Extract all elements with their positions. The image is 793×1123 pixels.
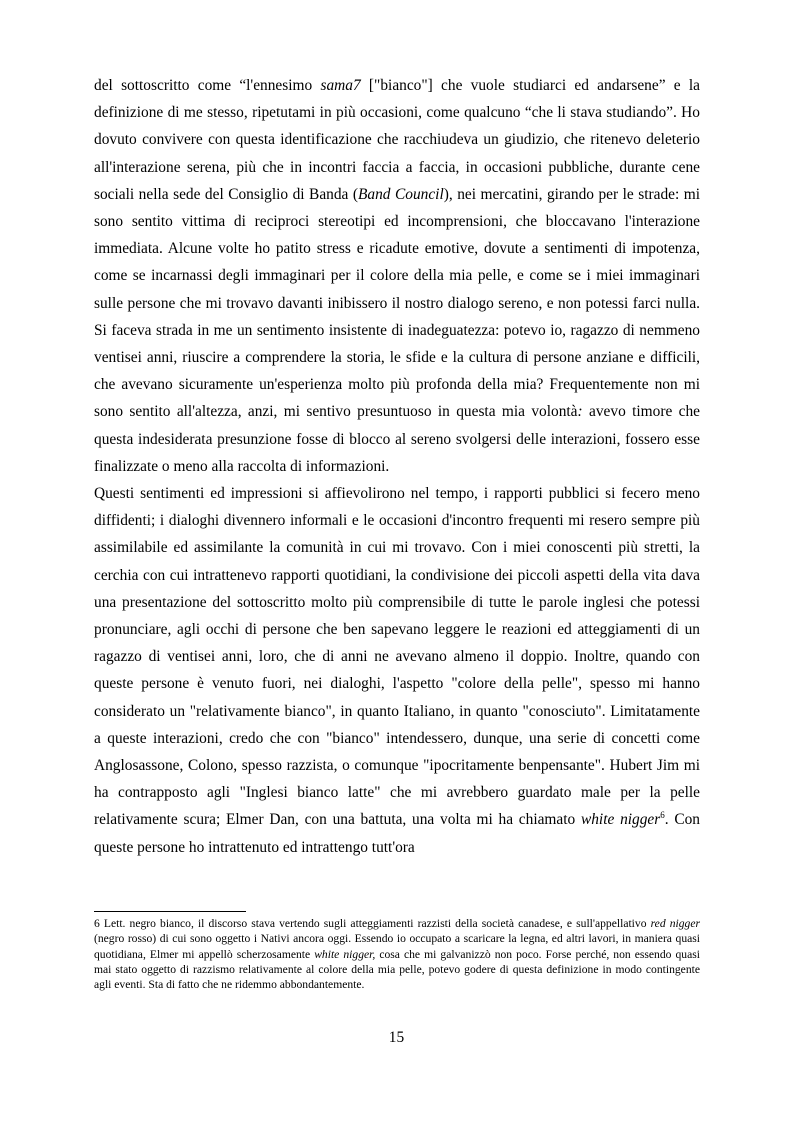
footnote-text: 6 Lett. negro bianco, il discorso stava vertendo sugli atteggiamenti razzisti della società canadese, e sull'appellativo red nigger (negro rosso) di cui sono oggetto i Nativi ancora oggi. Essendo io occupato a scaricare la legna, ed altri lavori, in maniera quasi quotidiana, Elmer mi appellò scherzosamente white nigger, cosa che mi galvanizzò non poco. Forse perché, non essendo quasi mai stato oggetto di razzismo relativamente al colore della mia pelle, potevo godere di questa definizione in modo contingente agli eventi. Sta di fatto che ne ridemmo abbondantemente. <box>94 917 700 992</box>
page-number: 15 <box>388 1029 405 1046</box>
body-text <box>94 72 700 861</box>
paragraph: Questi sentimenti ed impressioni si affievolirono nel tempo, i rapporti pubblici si fecero meno diffidenti; i dialoghi divennero informali e le occasioni d'incontro frequenti mi resero sempre più assimilabile ed assimilante la comunità in cui mi trovavo. Con i miei conoscenti più stretti, la cerchia con cui intrattenevo rapporti quotidiani, la condivisione dei piccoli aspetti della vita dava una presentazione del sottoscritto molto più comprensibile di tutte le parole inglesi che potessi pronunciare, agli occhi di persone che ben sapevano leggere le reazioni ed atteggiamenti di un ragazzo di ventisei anni, loro, che di anni ne avevano almeno il doppio. Inoltre, quando con queste persone è venuto fuori, nei dialoghi, l'aspetto "colore della pelle", spesso mi hanno considerato un "relativamente bianco", in quanto Italiano, in quanto "conosciuto". Limitatamente a queste interazioni, credo che con "bianco" intendessero, dunque, una serie di concetti come Anglosassone, Colono, spesso razzista, o comunque "ipocritamente benpensante". Hubert Jim mi ha contrapposto agli "Inglesi bianco latte" che mi avrebbero guardato male per la pelle relativamente scura; Elmer Dan, con una battuta, una volta mi ha chiamato white nigger$^6$. Con queste persone ho intrattenuto ed intrattengo tutt'ora <box>94 485 701 856</box>
footnote-separator <box>94 911 246 912</box>
footnote-reference: 6 <box>660 810 665 821</box>
footnote <box>94 916 700 992</box>
paragraph: del sottoscritto come “l'ennesimo sama7 ["bianco"] che vuole studiarci ed andarsene” e la definizione di me stesso, ripetutami in più occasioni, come qualcuno “che li stava studiando”. Ho dovuto convivere con questa identificazione che racchiudeva un giudizio, che ritenevo deleterio all'interazione serena, più che in incontri faccia a faccia, in occasioni pubbliche, durante cene sociali nella sede del Consiglio di Banda (Band Council), nei mercatini, girando per le strade: mi sono sentito vittima di reciproci stereotipi ed incomprensioni, che bloccavano l'interazione immediata. Alcune volte ho patito stress e ricadute emotive, dovute a sentimenti di impotenza, come se incarnassi degli immaginari per il colore della mia pelle, e come se i miei immaginari sulle persone che mi trovavo davanti inibissero il nostro dialogo sereno, e non potessi farci nulla. Si faceva strada in me un sentimento insistente di inadeguatezza: potevo io, ragazzo di nemmeno ventisei anni, riuscire a comprendere la storia, le sfide e la cultura di persone anziane e difficili, che avevano sicuramente un'esperienza molto più profonda della mia? Frequentemente non mi sono sentito all'altezza, anzi, mi sentivo presuntuoso in questa mia volontà: avevo timore che questa indesiderata presunzione fosse di blocco al sereno svolgersi delle interazioni, fossero esse finalizzate o meno alla raccolta di informazioni. <box>94 77 701 475</box>
